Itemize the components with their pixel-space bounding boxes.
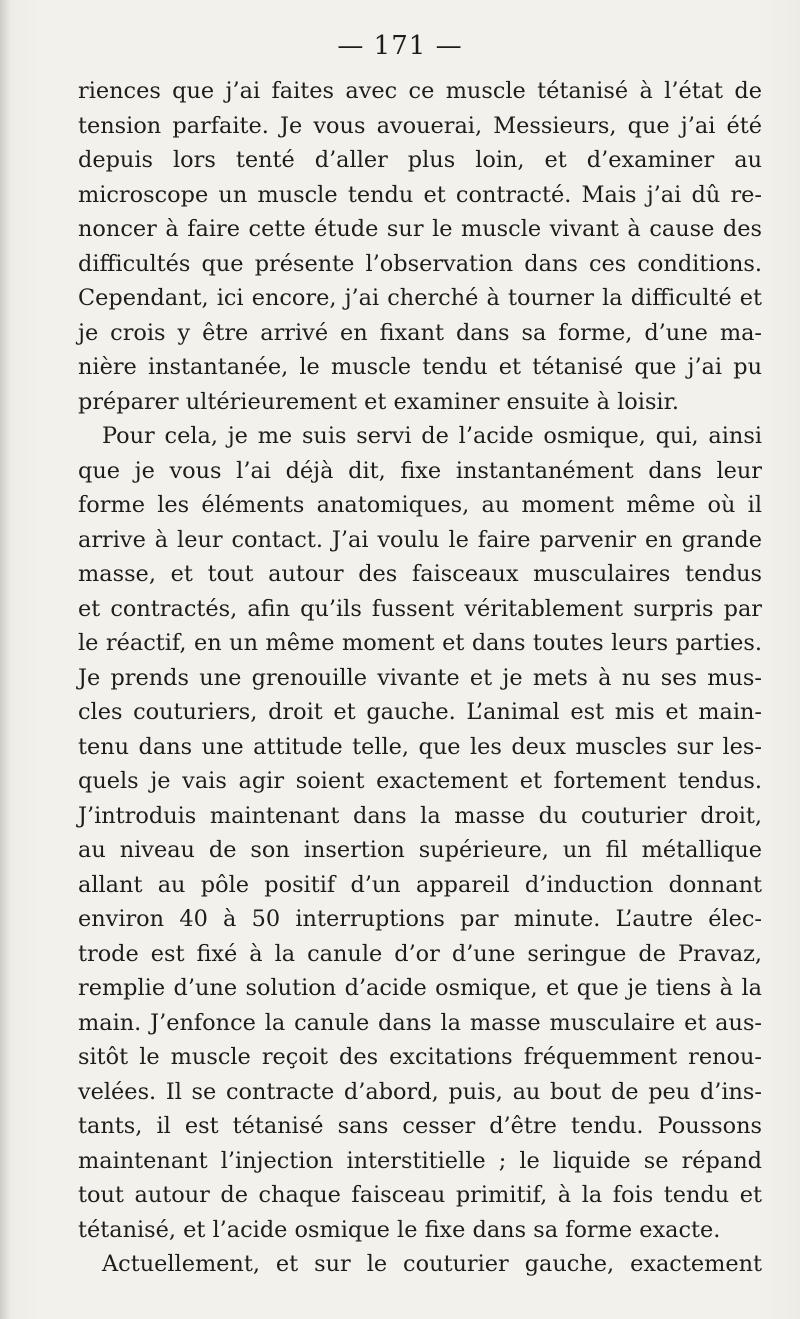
text-line: depuis lors tenté d’aller plus loin, et d’examiner au bbox=[78, 147, 762, 173]
text-line: cles couturiers, droit et gauche. L’animal est mis et main- bbox=[78, 699, 762, 725]
text-line: Actuellement, et sur le couturier gauche, exactement bbox=[102, 1251, 762, 1277]
text-line: tenu dans une attitude telle, que les deux muscles sur les- bbox=[78, 733, 762, 760]
text-line: je crois y être arrivé en fixant dans sa forme, d’une ma- bbox=[78, 319, 762, 346]
text-line: maintenant l’injection interstitielle ; le liquide se répand bbox=[78, 1147, 762, 1174]
text-line: tants, il est tétanisé sans cesser d’être tendu. Poussons bbox=[78, 1113, 762, 1139]
text-line: que je vous l’ai déjà dit, fixe instantanément dans leur bbox=[78, 457, 762, 484]
text-line: allant au pôle positif d’un appareil d’induction donnant bbox=[78, 871, 762, 898]
page-number: — 171 — bbox=[337, 31, 463, 61]
text-line: J’introduis maintenant dans la masse du couturier droit, bbox=[78, 802, 762, 829]
page-gutter bbox=[0, 0, 10, 1319]
text-line: arrive à leur contact. J’ai voulu le faire parvenir en grande bbox=[78, 526, 762, 553]
text-line: masse, et tout autour des faisceaux musculaires tendus bbox=[78, 561, 762, 587]
text-line: et contractés, afin qu’ils fussent véritablement surpris par bbox=[78, 595, 762, 622]
text-line: Cependant, ici encore, j’ai cherché à tourner la difficulté et bbox=[78, 285, 762, 311]
text-line: préparer ultérieurement et examiner ensuite à loisir. bbox=[78, 388, 679, 415]
text-line: au niveau de son insertion supérieure, un fil métallique bbox=[78, 837, 762, 863]
text-line: Pour cela, je me suis servi de l’acide osmique, qui, ainsi bbox=[102, 423, 762, 449]
text-line: velées. Il se contracte d’abord, puis, au bout de peu d’ins- bbox=[78, 1078, 762, 1105]
text-line: difficultés que présente l’observation dans ces conditions. bbox=[78, 250, 762, 277]
text-line: microscope un muscle tendu et contracté. Mais j’ai dû re- bbox=[78, 181, 762, 208]
text-line: nière instantanée, le muscle tendu et tétanisé que j’ai pu bbox=[78, 354, 762, 380]
text-line: sitôt le muscle reçoit des excitations fréquemment renou- bbox=[78, 1044, 762, 1070]
text-line: le réactif, en un même moment et dans toutes leurs parties. bbox=[78, 630, 762, 656]
text-line: riences que j’ai faites avec ce muscle tétanisé à l’état de bbox=[78, 78, 762, 104]
text-line: tension parfaite. Je vous avouerai, Messieurs, que j’ai été bbox=[78, 112, 762, 139]
text-line: tout autour de chaque faisceau primitif, à la fois tendu et bbox=[78, 1182, 762, 1208]
text-line: Je prends une grenouille vivante et je mets à nu ses mus- bbox=[78, 664, 762, 691]
text-line: tétanisé, et l’acide osmique le fixe dans sa forme exacte. bbox=[78, 1216, 721, 1243]
body-text bbox=[78, 74, 762, 1282]
text-line: forme les éléments anatomiques, au moment même où il bbox=[78, 492, 762, 518]
text-line: environ 40 à 50 interruptions par minute. L’autre élec- bbox=[78, 906, 762, 932]
text-line: main. J’enfonce la canule dans la masse musculaire et aus- bbox=[78, 1009, 762, 1036]
text-line: quels je vais agir soient exactement et fortement tendus. bbox=[78, 768, 762, 794]
text-line: noncer à faire cette étude sur le muscle vivant à cause des bbox=[78, 216, 762, 242]
text-line: remplie d’une solution d’acide osmique, et que je tiens à la bbox=[78, 975, 762, 1001]
text-line: trode est fixé à la canule d’or d’une seringue de Pravaz, bbox=[78, 940, 762, 967]
